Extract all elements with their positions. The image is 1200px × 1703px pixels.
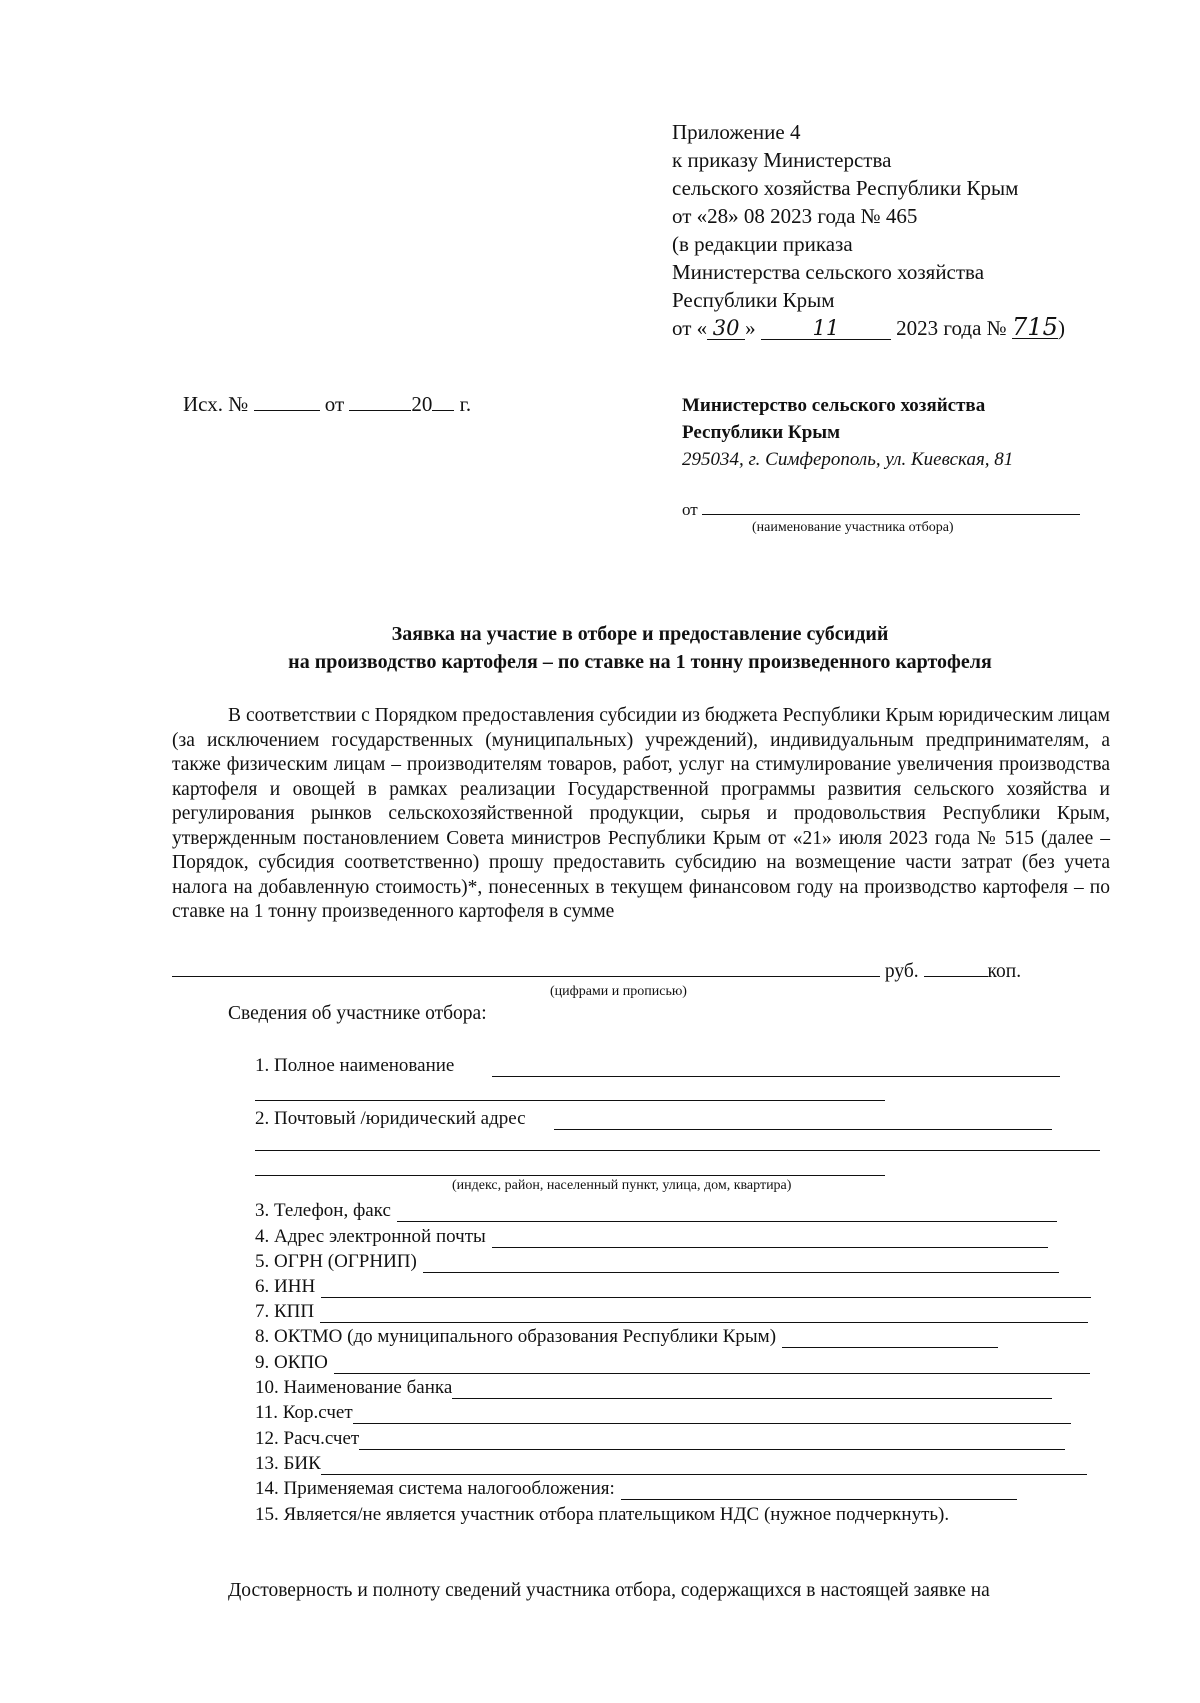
email-blank[interactable] — [492, 1231, 1048, 1248]
oktmo-blank[interactable] — [782, 1331, 998, 1348]
appendix-line: Приложение 4 — [672, 120, 801, 144]
appendix-line: Министерства сельского хозяйства — [672, 260, 985, 284]
field-oktmo: 8. ОКТМО (до муниципального образования Республики Крым) — [255, 1326, 998, 1348]
outgoing-year-blank[interactable] — [432, 392, 454, 411]
appendix-line: сельского хозяйства Республики Крым — [672, 176, 1019, 200]
addressee-name: Республики Крым — [682, 422, 841, 443]
field-corr-account: 11. Кор.счет — [255, 1402, 1071, 1424]
ogrn-blank[interactable] — [423, 1256, 1059, 1273]
applicant-name-blank[interactable] — [702, 496, 1080, 515]
field-settlement-account: 12. Расч.счет — [255, 1428, 1065, 1450]
full-name-blank-line2[interactable] — [255, 1100, 885, 1101]
full-name-blank[interactable] — [492, 1060, 1060, 1077]
bank-blank[interactable] — [452, 1382, 1052, 1399]
settlement-account-blank[interactable] — [359, 1433, 1065, 1450]
handwritten-number: 715 — [1012, 313, 1058, 341]
outgoing-number-blank[interactable] — [254, 392, 320, 411]
addressee-name: Министерство сельского хозяйства — [682, 395, 986, 416]
bik-blank[interactable] — [321, 1458, 1087, 1475]
address-caption: (индекс, район, населенный пункт, улица, дом, квартира) — [452, 1178, 792, 1193]
sum-kop-blank[interactable] — [924, 958, 988, 977]
applicant-caption: (наименование участника отбора) — [752, 520, 954, 535]
okpo-blank[interactable] — [334, 1357, 1090, 1374]
appendix-line: от «28» 08 2023 года № 465 — [672, 204, 918, 228]
field-bik: 13. БИК — [255, 1453, 1087, 1475]
field-email: 4. Адрес электронной почты — [255, 1226, 1048, 1248]
field-okpo: 9. ОКПО — [255, 1352, 1090, 1374]
field-address: 2. Почтовый /юридический адрес — [255, 1108, 1052, 1130]
appendix-line: к приказу Министерства — [672, 148, 892, 172]
address-blank-line2[interactable] — [255, 1150, 1100, 1151]
addressee-address: 295034, г. Симферополь, ул. Киевская, 81 — [682, 449, 1014, 470]
document-title: Заявка на участие в отборе и предоставление субсидий на производство картофеля – по ставке на 1 тонну произведенного картофеля — [288, 623, 992, 673]
sum-rub-blank[interactable] — [172, 958, 880, 977]
field-inn: 6. ИНН — [255, 1276, 1091, 1298]
field-kpp: 7. КПП — [255, 1301, 1088, 1323]
address-blank-line3[interactable] — [255, 1175, 885, 1176]
inn-blank[interactable] — [321, 1281, 1091, 1298]
kpp-blank[interactable] — [320, 1306, 1088, 1323]
field-ogrn: 5. ОГРН (ОГРНИП) — [255, 1251, 1059, 1273]
body-paragraph: В соответствии с Порядком предоставления субсидии из бюджета Республики Крым юридическим лицам (за исключением государственных (муниципальных) учреждений), индивидуальным предпринимателям, а также физическим лицам – производителям товаров, работ, услуг на стимулирование увеличения производства картофеля и овощей в рамках реализации Государственной программы развития сельского хозяйства и регулирования рынков сельскохозяйственной продукции, сырья и продовольствия Республики Крым, утвержденным постановлением Совета министров Республики Крым от «21» июля 2023 года № 515 (далее – Порядок, субсидия соответственно) прошу предоставить субсидию на возмещение части затрат (без учета налога на добавленную стоимость)*, понесенных в текущем финансовом году на производство картофеля – по ставке на 1 тонну произведенного картофеля в сумме — [172, 705, 1110, 922]
edition-date-line: от « 30 » 11 2023 года № 715) — [672, 313, 1065, 341]
sum-caption: (цифрами и прописью) — [550, 984, 687, 999]
info-heading: Сведения об участнике отбора: — [228, 1003, 487, 1024]
phone-blank[interactable] — [397, 1205, 1057, 1222]
appendix-block — [672, 118, 1065, 342]
outgoing-date-blank[interactable] — [349, 392, 411, 411]
handwritten-day: 30 — [707, 317, 745, 340]
tax-system-blank[interactable] — [621, 1483, 1017, 1500]
outgoing-number-line: Исх. № от 20 г. — [183, 392, 472, 416]
address-blank[interactable] — [554, 1113, 1052, 1130]
field-full-name: 1. Полное наименование — [255, 1055, 1060, 1077]
addressee-block — [682, 392, 1013, 473]
field-phone: 3. Телефон, факс — [255, 1200, 1057, 1222]
appendix-line: Республики Крым — [672, 288, 835, 312]
field-vat-payer: 15. Является/не является участник отбора плательщиком НДС (нужное подчеркнуть). — [255, 1504, 950, 1525]
field-tax-system: 14. Применяемая система налогообложения: — [255, 1478, 1017, 1500]
sum-line: руб. коп. — [172, 958, 1021, 983]
field-bank: 10. Наименование банка — [255, 1377, 1052, 1399]
handwritten-month: 11 — [761, 317, 891, 340]
appendix-line: (в редакции приказа — [672, 232, 853, 256]
corr-account-blank[interactable] — [353, 1407, 1071, 1424]
applicant-line: от — [682, 496, 1080, 520]
final-paragraph: Достоверность и полноту сведений участника отбора, содержащихся в настоящей заявке на — [228, 1580, 990, 1601]
